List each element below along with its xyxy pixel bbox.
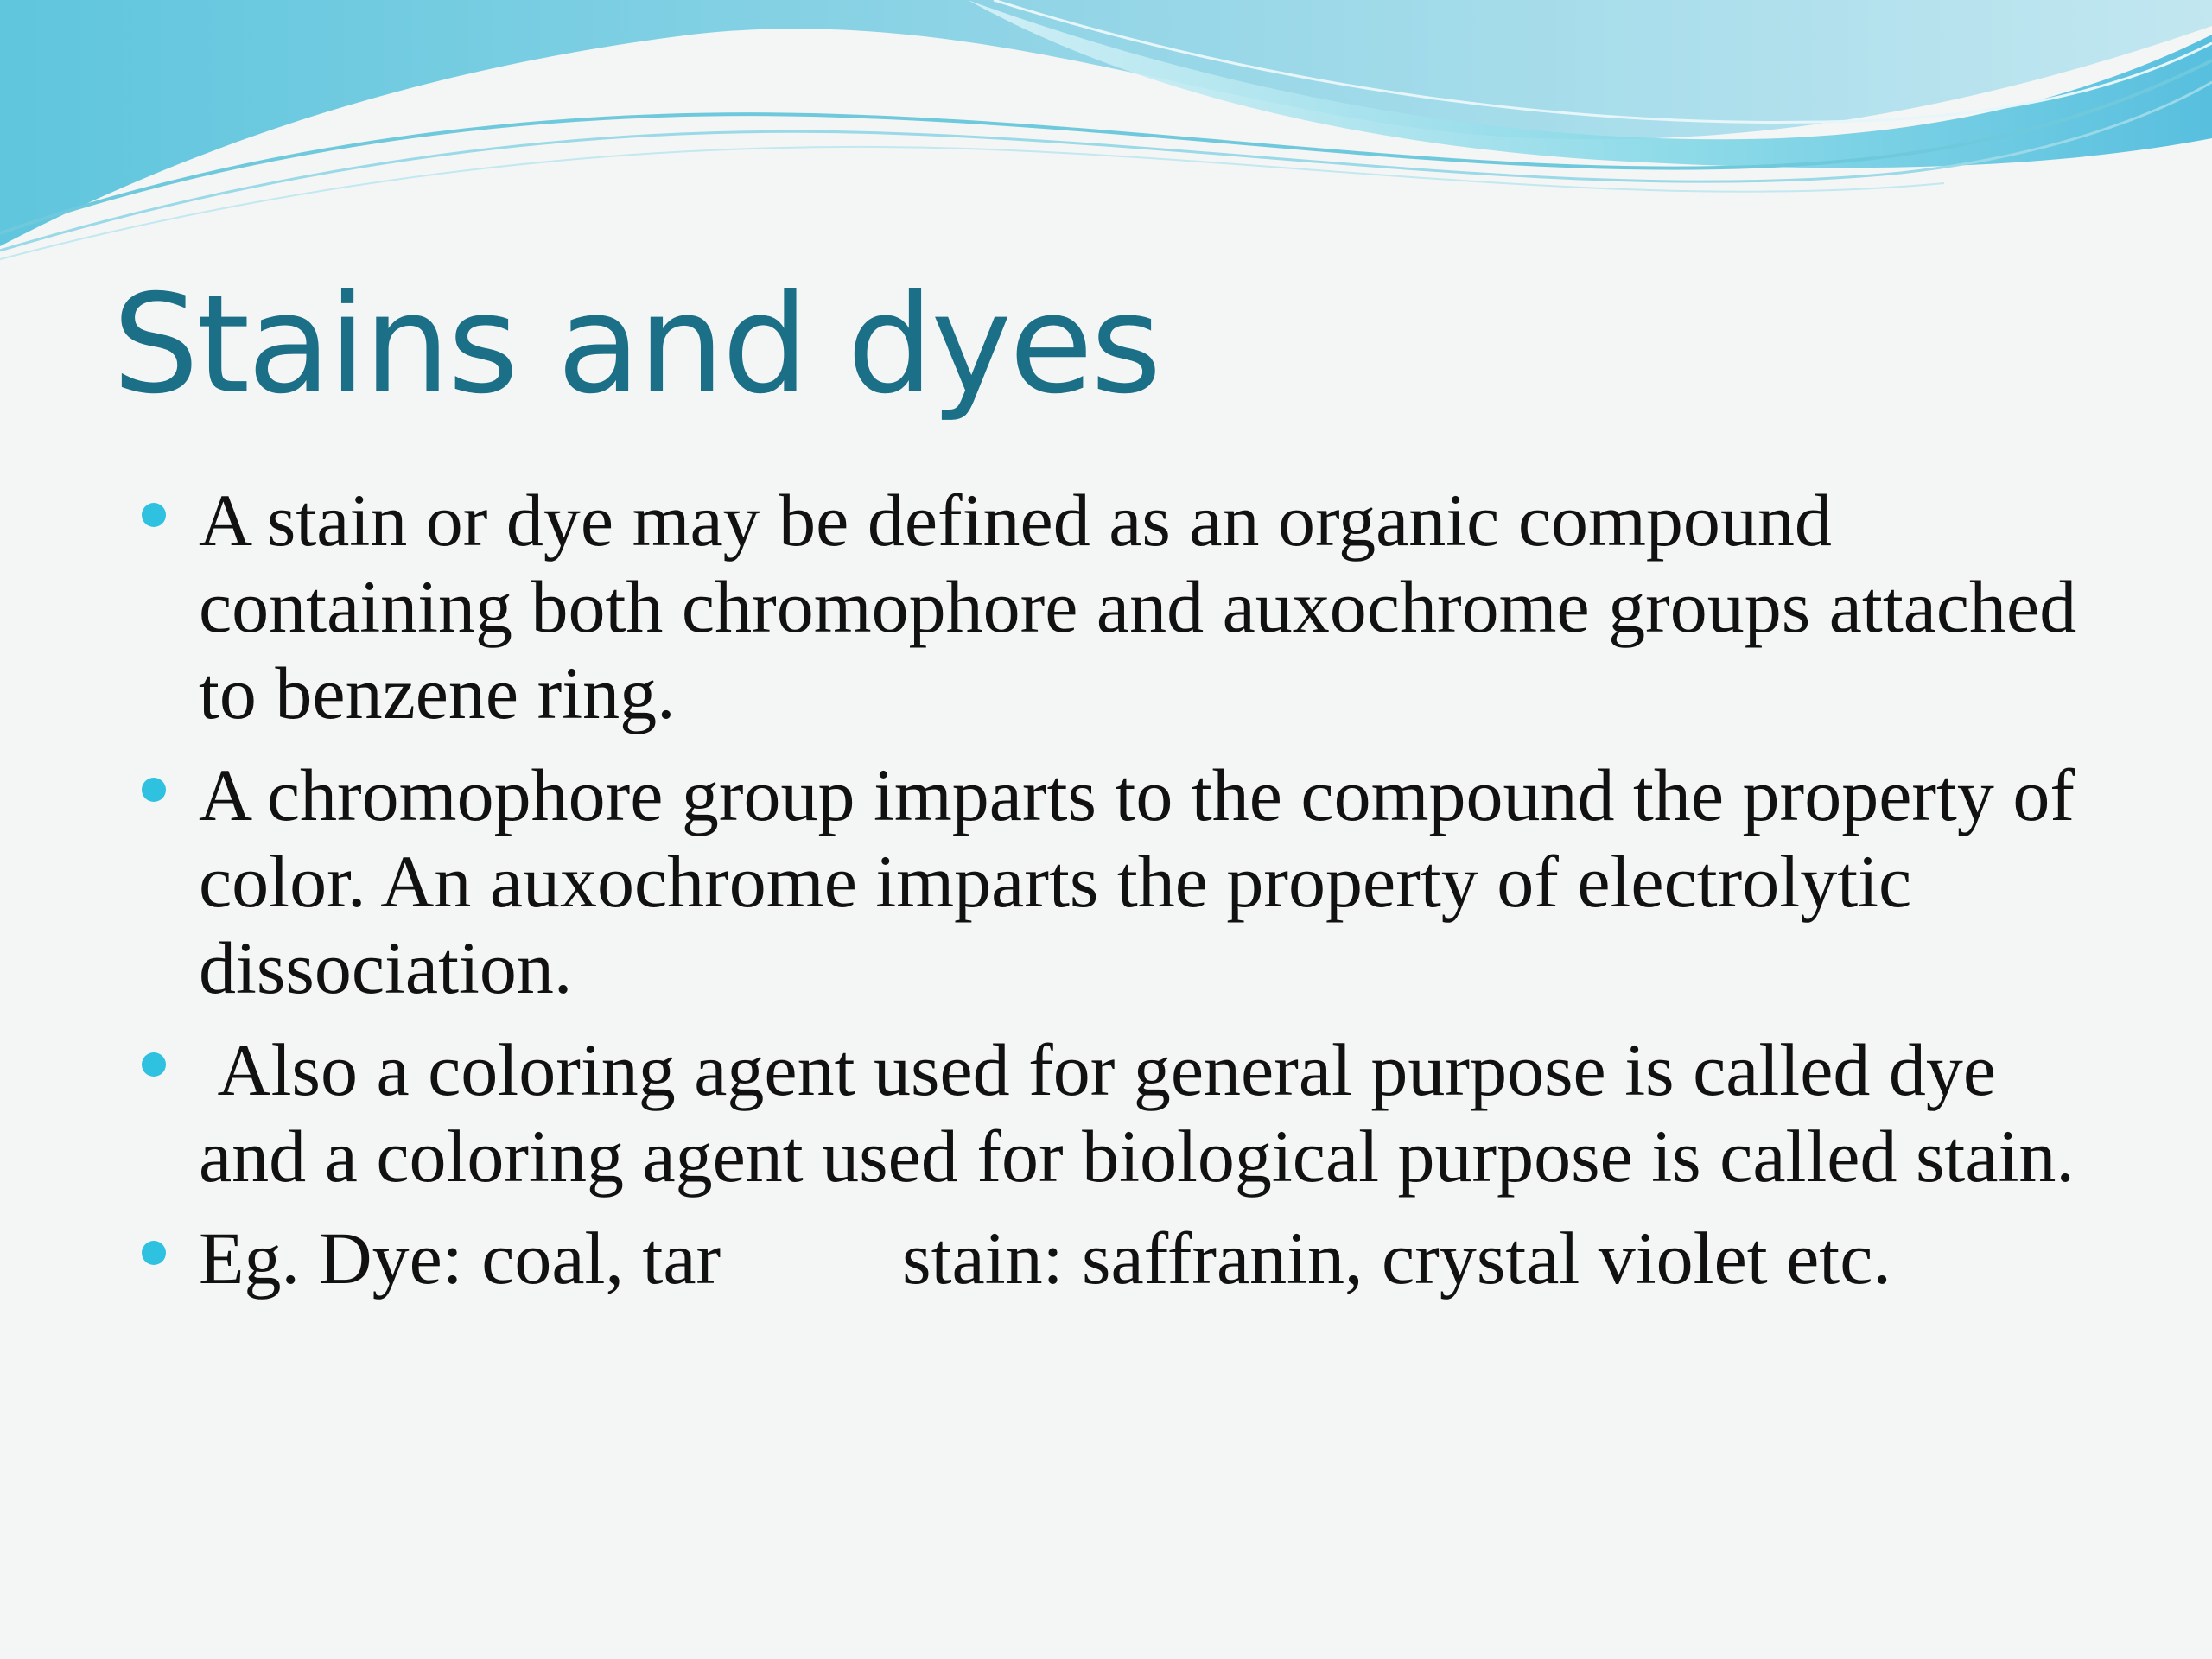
bullet-item bbox=[138, 1027, 2117, 1199]
slide-title: Stains and dyes bbox=[112, 265, 1160, 424]
bullet-item bbox=[138, 752, 2117, 1011]
bullet-dot-icon bbox=[142, 1052, 166, 1077]
example-stain-text: stain: saffranin, crystal violet etc. bbox=[902, 1217, 1891, 1300]
bullet-text: A chromophore group imparts to the compound the property of color. An auxochrome imparts the property of electrolytic dissociation. bbox=[199, 753, 2075, 1009]
bullet-item bbox=[138, 1215, 2117, 1301]
bullet-dot-icon bbox=[142, 503, 166, 527]
bullet-item bbox=[138, 477, 2117, 736]
bullet-dot-icon bbox=[142, 778, 166, 802]
header-wave-decoration bbox=[0, 0, 2212, 276]
bullet-text: A stain or dye may be defined as an organic compound containing both chromophore and auxochrome groups attached to benzene ring. bbox=[199, 479, 2077, 734]
bullet-dot-icon bbox=[142, 1241, 166, 1265]
bullet-text: Also a coloring agent used for general purpose is called dye and a coloring agent used for biological purpose is called stain. bbox=[199, 1028, 2075, 1198]
example-dye-text: Eg. Dye: coal, tar bbox=[199, 1217, 721, 1300]
bullet-text bbox=[199, 1215, 2117, 1301]
bullet-list bbox=[138, 477, 2117, 1317]
